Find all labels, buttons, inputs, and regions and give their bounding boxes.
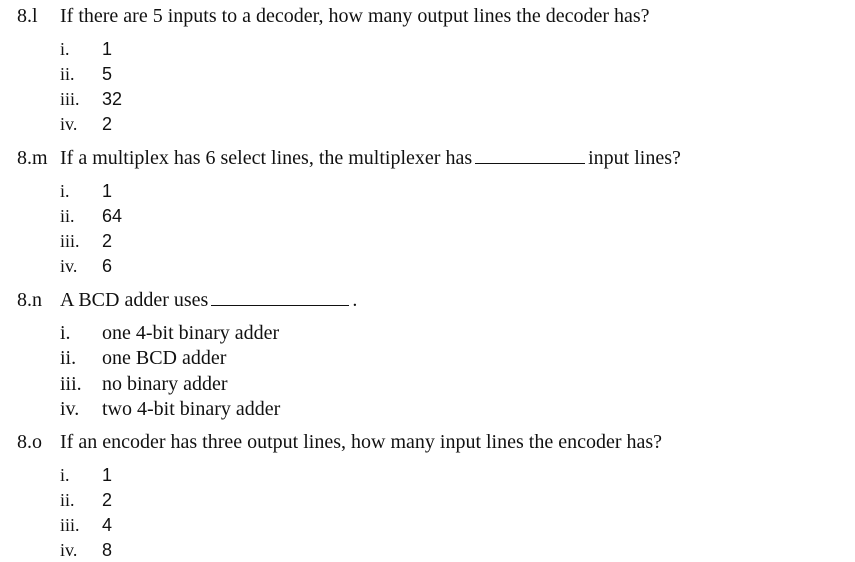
question-number: 8.l — [17, 5, 38, 27]
option-text: 6 — [102, 256, 113, 276]
option-text: 2 — [102, 231, 113, 251]
option-numeral: iv. — [60, 398, 80, 420]
option-text: 32 — [102, 89, 123, 109]
option-text: 2 — [102, 114, 113, 134]
question-number: 8.m — [17, 147, 48, 169]
option-numeral: i. — [60, 39, 70, 59]
option-numeral: iv. — [60, 114, 78, 134]
question-number: 8.o — [17, 431, 42, 453]
question-text — [60, 146, 681, 170]
question-text-before: If a multiplex has 6 select lines, the multiplexer has — [60, 147, 473, 169]
option-text: 4 — [102, 515, 113, 535]
question-text — [60, 288, 357, 312]
option-numeral: ii. — [60, 64, 75, 84]
option-numeral: iii. — [60, 515, 80, 535]
question-text-before: A BCD adder uses — [60, 289, 209, 311]
option-numeral: i. — [60, 181, 70, 201]
answer-blank[interactable] — [211, 304, 349, 306]
option-numeral: ii. — [60, 347, 77, 369]
option-text: 1 — [102, 465, 113, 485]
option-numeral: iv. — [60, 540, 78, 560]
option-numeral: iii. — [60, 231, 80, 251]
option-text: 64 — [102, 206, 123, 226]
option-text: no binary adder — [102, 373, 228, 395]
option-text: one 4-bit binary adder — [102, 322, 280, 344]
option-text: 1 — [102, 39, 113, 59]
option-numeral: iii. — [60, 89, 80, 109]
option-text: one BCD adder — [102, 347, 227, 369]
option-text: 8 — [102, 540, 113, 560]
question-text: If there are 5 inputs to a decoder, how many output lines the decoder has? — [60, 5, 650, 27]
option-text: 2 — [102, 490, 113, 510]
question-text-after: input lines? — [588, 147, 681, 169]
option-numeral: i. — [60, 322, 71, 344]
option-text: two 4-bit binary adder — [102, 398, 281, 420]
option-text: 5 — [102, 64, 113, 84]
question-text-after: . — [352, 289, 358, 311]
option-numeral: ii. — [60, 206, 75, 226]
question-number: 8.n — [17, 289, 42, 311]
option-text: 1 — [102, 181, 113, 201]
option-numeral: iii. — [60, 373, 82, 395]
answer-blank[interactable] — [475, 162, 585, 164]
option-numeral: iv. — [60, 256, 78, 276]
question-text: If an encoder has three output lines, how many input lines the encoder has? — [60, 431, 663, 453]
option-numeral: i. — [60, 465, 70, 485]
option-numeral: ii. — [60, 490, 75, 510]
